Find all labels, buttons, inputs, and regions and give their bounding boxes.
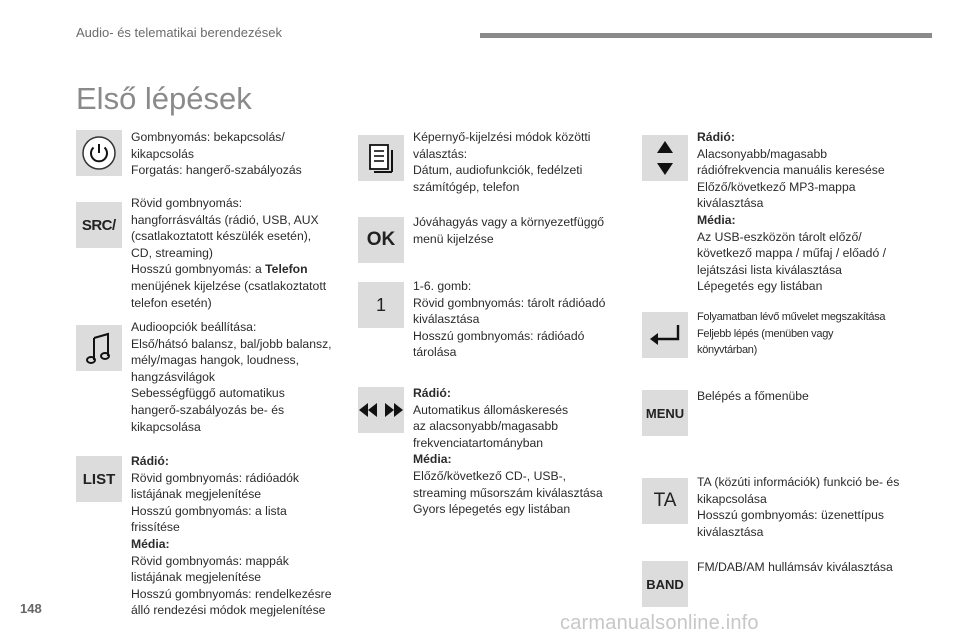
music-note-icon <box>84 330 114 366</box>
seek-button-description <box>413 385 628 518</box>
back-arrow-icon <box>648 323 682 347</box>
list-media-heading: Média: <box>131 536 170 551</box>
preset-button-label: 1 <box>375 294 386 315</box>
src-description-part2: menüjének kijelzése (csatlakoztatott telefon esetén) <box>131 278 327 310</box>
updown-button-image <box>642 135 688 181</box>
ta-button-image <box>642 478 688 524</box>
seek-arrows-icon <box>359 400 403 420</box>
updown-media-heading: Média: <box>697 212 736 227</box>
preset-button-description: 1-6. gomb: Rövid gombnyomás: tárolt rádióadó kiválasztása Hosszú gombnyomás: rádióadó tárolása <box>413 279 606 360</box>
preset-button-image <box>358 282 404 328</box>
seek-radio-heading: Rádió: <box>413 386 451 400</box>
src-description-bold: Telefon <box>265 262 308 277</box>
list-button-description <box>131 453 346 619</box>
display-button-image <box>358 135 404 181</box>
band-button-description: FM/DAB/AM hullámsáv kiválasztása <box>697 560 893 574</box>
up-down-arrows-icon <box>655 140 675 176</box>
menu-button-label: MENU <box>645 405 685 421</box>
src-button-label: SRC <box>81 216 112 234</box>
power-button-image <box>76 130 122 176</box>
src-description-part1: Rövid gombnyomás: hangforrásváltás (rádió, USB, AUX (csatlakoztatott készülék esetén), CD, streaming) Hosszú gombnyomás: a <box>131 196 319 277</box>
back-button-image <box>642 312 688 358</box>
display-mode-icon <box>366 142 396 174</box>
back-button-description: Folyamatban lévő művelet megszakítása Feljebb lépés (menüben vagy könyvtárban) <box>697 311 886 357</box>
band-button-image <box>642 561 688 607</box>
ok-button-image <box>358 217 404 263</box>
ta-button-label: TA <box>653 490 677 511</box>
band-button-label: BAND <box>646 576 684 592</box>
updown-radio-text: Alacsonyabb/magasabb rádiófrekvencia manuális keresése Előző/következő MP3-mappa kiválasztása <box>697 146 885 211</box>
ok-button-label: OK <box>366 229 396 250</box>
watermark: carmanualsonline.info <box>560 612 759 634</box>
power-icon <box>81 135 117 171</box>
header-section-title: Audio- és telematikai berendezések <box>76 25 282 40</box>
power-button-description: Gombnyomás: bekapcsolás/ kikapcsolás Forgatás: hangerő-szabályozás <box>131 130 302 178</box>
list-radio-heading: Rádió: <box>131 454 169 468</box>
updown-media-text: Az USB-eszközön tárolt előző/ következő mappa / műfaj / előadó / lejátszási lista kiválasztása Lépegetés egy listában <box>697 229 887 294</box>
list-button-image <box>76 456 122 502</box>
header-rule <box>480 33 932 38</box>
updown-button-description <box>697 129 912 295</box>
seek-media-heading: Média: <box>413 452 452 467</box>
list-media-text: Rövid gombnyomás: mappák listájának megjelenítése Hosszú gombnyomás: rendelkezésre álló rendezési módok megjelenítése <box>131 553 332 618</box>
page-number: 148 <box>20 601 42 616</box>
audio-button-description: Audioopciók beállítása: Első/hátsó balansz, bal/jobb balansz, mély/magas hangok, loudness, hangzásvilágok Sebességfüggő automatikus hangerő-szabályozás be- és kikapcsolása <box>131 320 332 434</box>
seek-radio-text: Automatikus állomáskeresés az alacsonyabb/magasabb frekvenciatartományban <box>413 402 569 450</box>
ok-button-description: Jóváhagyás vagy a környezetfüggő menü kijelzése <box>413 215 605 246</box>
seek-media-text: Előző/következő CD-, USB-, streaming műsorszám kiválasztása Gyors lépegetés egy listában <box>413 468 603 517</box>
list-button-label: LIST <box>82 470 116 488</box>
page-title: Első lépések <box>76 80 252 116</box>
src-button-image <box>76 202 122 248</box>
src-slash-icon: / <box>112 216 117 234</box>
menu-button-description: Belépés a főmenübe <box>697 389 809 403</box>
list-radio-text: Rövid gombnyomás: rádióadók listájának megjelenítése Hosszú gombnyomás: a lista frissítése <box>131 470 300 535</box>
audio-button-image <box>76 325 122 371</box>
src-button-description <box>131 195 346 311</box>
seek-button-image <box>358 387 404 433</box>
updown-radio-heading: Rádió: <box>697 130 735 144</box>
ta-button-description: TA (közúti információk) funkció be- és kikapcsolása Hosszú gombnyomás: üzenettípus kiválasztása <box>697 475 900 539</box>
menu-button-image <box>642 390 688 436</box>
display-button-description: Képernyő-kijelzési módok közötti választás: Dátum, audiofunkciók, fedélzeti számítógép, telefon <box>413 130 591 194</box>
